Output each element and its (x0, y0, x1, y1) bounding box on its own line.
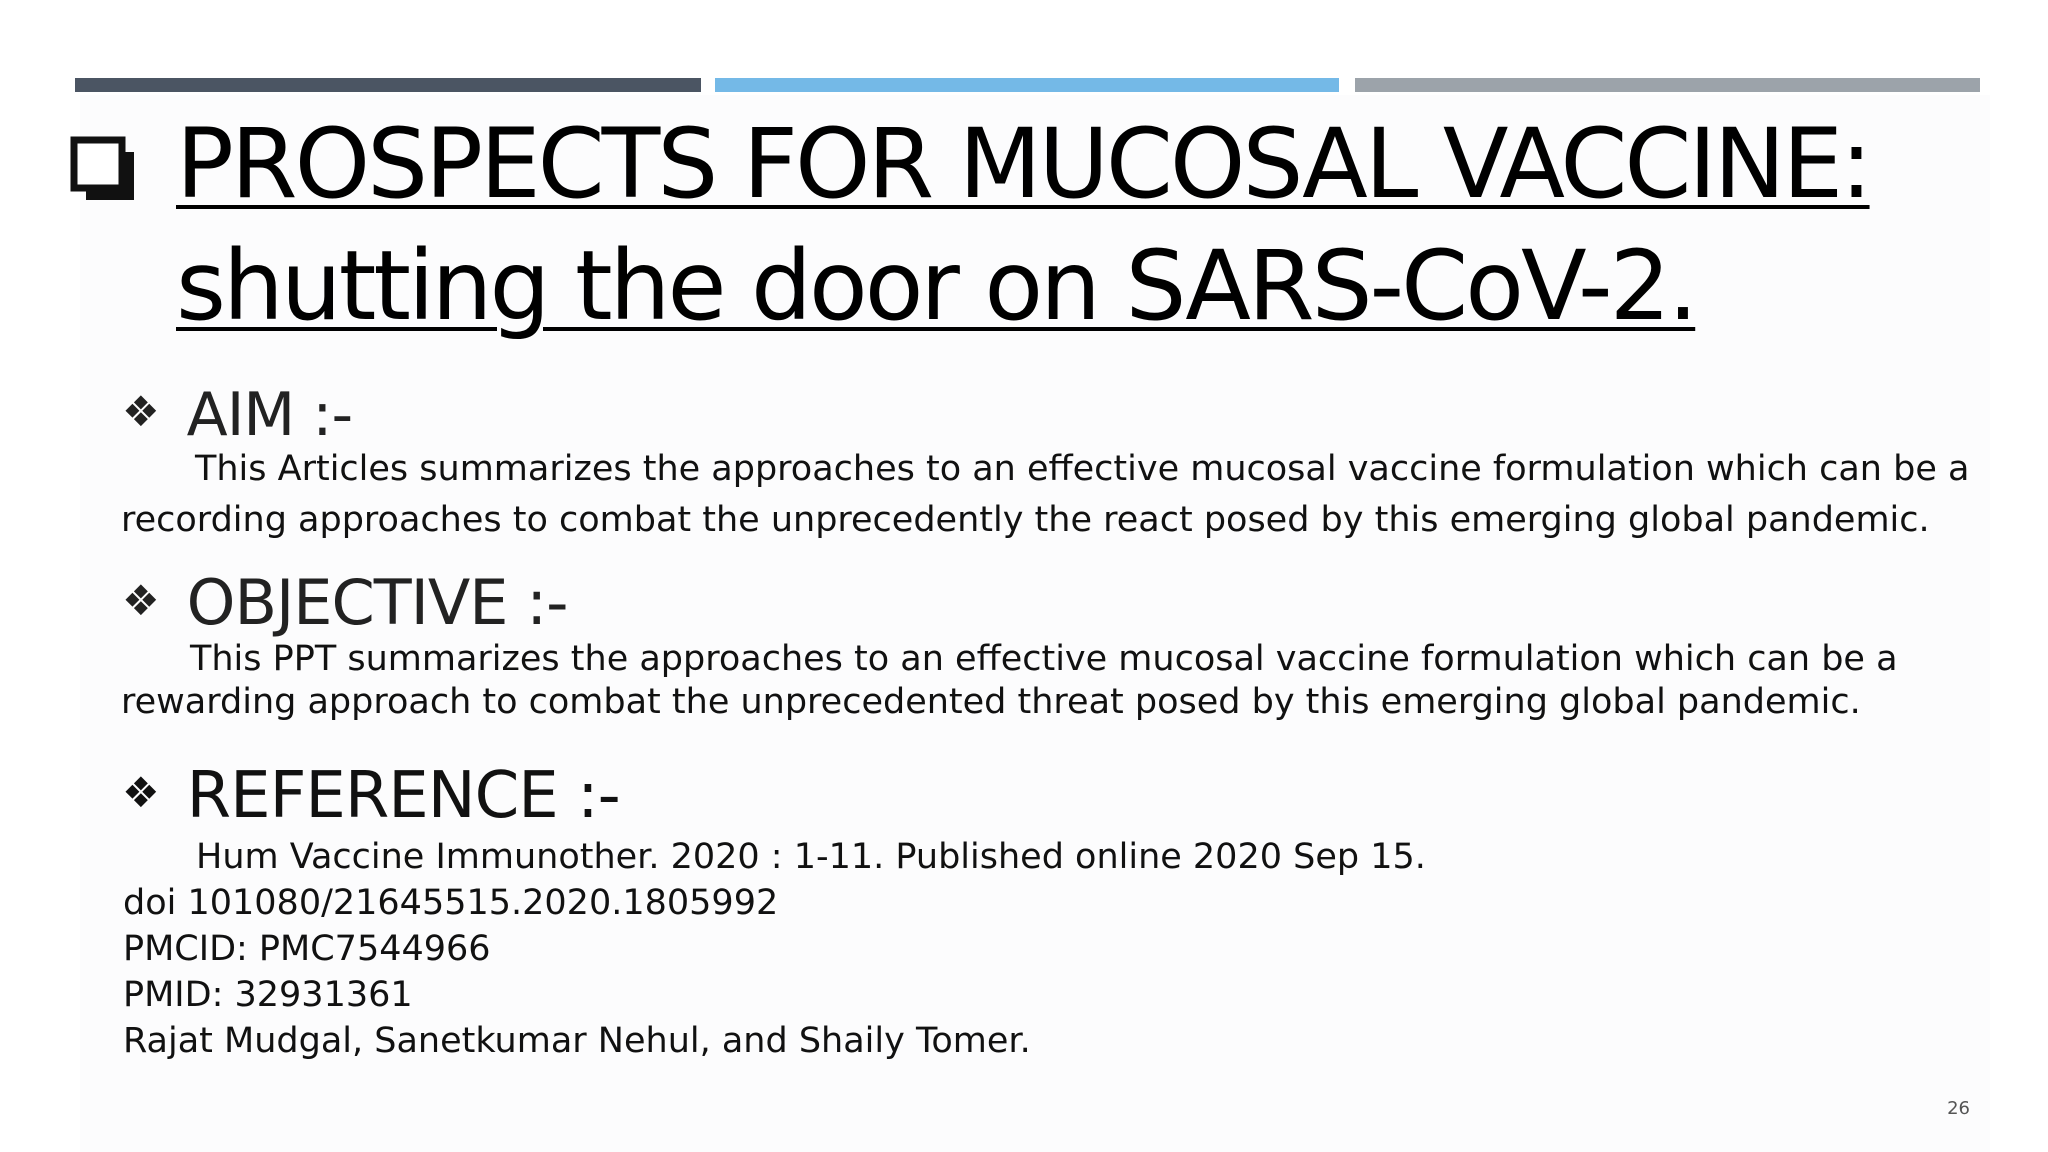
top-accent-bar-gray (1355, 78, 1980, 92)
objective-paragraph-line-1: This PPT summarizes the approaches to an effective mucosal vaccine formulation which can be a (190, 639, 1898, 679)
four-diamond-bullet-icon: ❖ (122, 575, 159, 625)
reference-authors: Rajat Mudgal, Sanetkumar Nehul, and Shaily Tomer. (123, 1021, 1031, 1061)
objective-paragraph (121, 638, 1921, 724)
aim-paragraph-line-2: recording approaches to combat the unprecedently the react posed by this emerging global pandemic. (121, 500, 1930, 540)
top-accent-bar-dark (75, 78, 701, 92)
reference-heading (122, 759, 620, 833)
four-diamond-bullet-icon: ❖ (122, 387, 159, 437)
top-accent-bar-blue (715, 78, 1339, 92)
page-number: 26 (1947, 1098, 1970, 1119)
objective-paragraph-line-2: rewarding approach to combat the unprecedented threat posed by this emerging global pandemic. (121, 682, 1861, 722)
slide-title-line-2: shutting the door on SARS-CoV-2. (176, 230, 1696, 342)
four-diamond-bullet-icon: ❖ (122, 768, 159, 818)
reference-pmid: PMID: 32931361 (123, 975, 413, 1015)
reference-pmcid: PMCID: PMC7544966 (123, 929, 491, 969)
reference-heading-text: REFERENCE :- (186, 759, 620, 833)
checkbox-outline-icon (70, 136, 136, 202)
reference-list (123, 834, 1623, 1064)
slide-title (176, 103, 2006, 347)
aim-paragraph-line-1: This Articles summarizes the approaches to an effective mucosal vaccine formulation which can be a (195, 449, 1970, 489)
aim-heading (122, 380, 353, 450)
objective-heading (122, 566, 568, 639)
slide-title-line-1: PROSPECTS FOR MUCOSAL VACCINE: (176, 108, 1870, 220)
objective-heading-text: OBJECTIVE :- (186, 566, 568, 639)
reference-doi: doi 101080/21645515.2020.1805992 (123, 883, 779, 923)
reference-citation: Hum Vaccine Immunother. 2020 : 1-11. Published online 2020 Sep 15. (196, 837, 1426, 877)
aim-paragraph (121, 444, 1970, 546)
aim-heading-text: AIM :- (186, 380, 353, 450)
